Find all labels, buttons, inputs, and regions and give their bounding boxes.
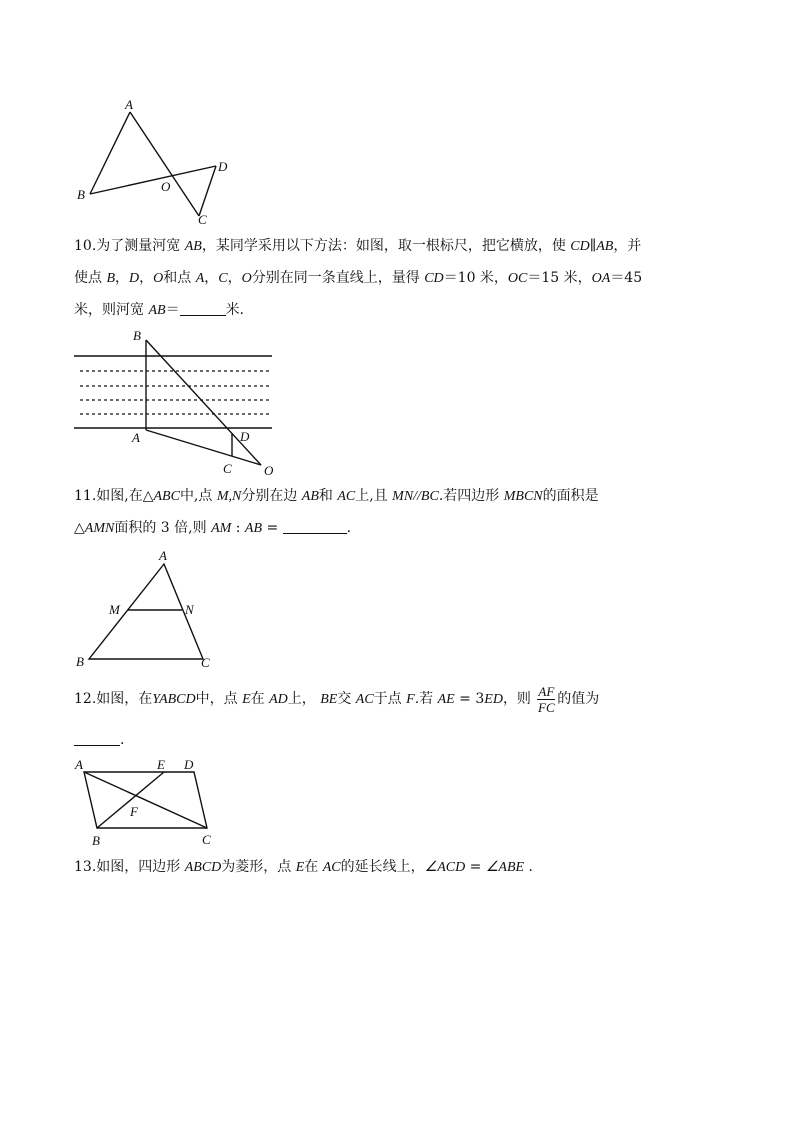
label-m: M (109, 602, 120, 617)
label-o: O (264, 463, 274, 478)
label-c: C (201, 655, 210, 670)
segment-ac (84, 772, 207, 828)
answer-blank (74, 731, 120, 746)
label-c: C (198, 212, 207, 227)
label-c: C (202, 832, 211, 847)
figure-parallelogram (70, 752, 230, 852)
segment-ac (130, 112, 199, 216)
q12-line-2: . (74, 731, 124, 749)
label-d: D (184, 757, 194, 772)
q12-line-1: 12.如图，在YABCD中，点 E在 AD上， BE交 AC于点 F.若 AE = 3ED，则 $\frac{AF}{FC}$ 的值为 (74, 683, 600, 715)
label-e: E (157, 757, 165, 772)
label-c: C (223, 461, 232, 476)
figure-triangles-ab-dc (70, 95, 240, 230)
q10-line-3: 米，则河宽 AB＝ 米. (74, 302, 245, 318)
answer-blank (180, 301, 226, 316)
figure-river (70, 325, 290, 480)
label-b: B (133, 328, 141, 343)
label-d: D (218, 159, 228, 174)
answer-blank (283, 519, 347, 534)
label-a: A (125, 97, 133, 112)
label-o: O (161, 179, 171, 194)
q10-line-1: 10.为了测量河宽 AB，某同学采用以下方法：如图，取一根标尺，把它横放，使 CD∥AB，并 (74, 238, 642, 254)
q13-line-1: 13.如图，四边形 ABCD为菱形，点 E在 AC的延长线上，∠ACD = ∠ABE . (74, 859, 533, 875)
label-b: B (77, 187, 85, 202)
q10-line-2: 使点 B，D，O和点 A，C，O分别在同一条直线上，量得 CD＝10 米，OC＝15 米，OA＝45 (74, 270, 643, 286)
q11-line-2: △AMN面积的 3 倍,则 AM : AB = . (74, 520, 352, 536)
label-d: D (240, 429, 250, 444)
label-a: A (132, 430, 140, 445)
fraction-af-fc: $\frac{AF}{FC}$ (538, 683, 555, 715)
segment-dc (199, 166, 216, 216)
label-f: F (130, 804, 138, 819)
label-n: N (185, 602, 194, 617)
segment-be (97, 772, 164, 828)
segment-bo (146, 340, 261, 465)
figure-triangle-amn (70, 545, 220, 675)
segment-ab (90, 112, 130, 194)
label-a: A (159, 548, 167, 563)
label-b: B (76, 654, 84, 669)
label-a: A (75, 757, 83, 772)
label-b: B (92, 833, 100, 848)
segment-bd (90, 166, 216, 194)
q11-line-1: 11.如图,在△ABC中,点 M,N分别在边 AB和 AC上,且 MN//BC.若四边形 MBCN的面积是 (74, 488, 599, 504)
